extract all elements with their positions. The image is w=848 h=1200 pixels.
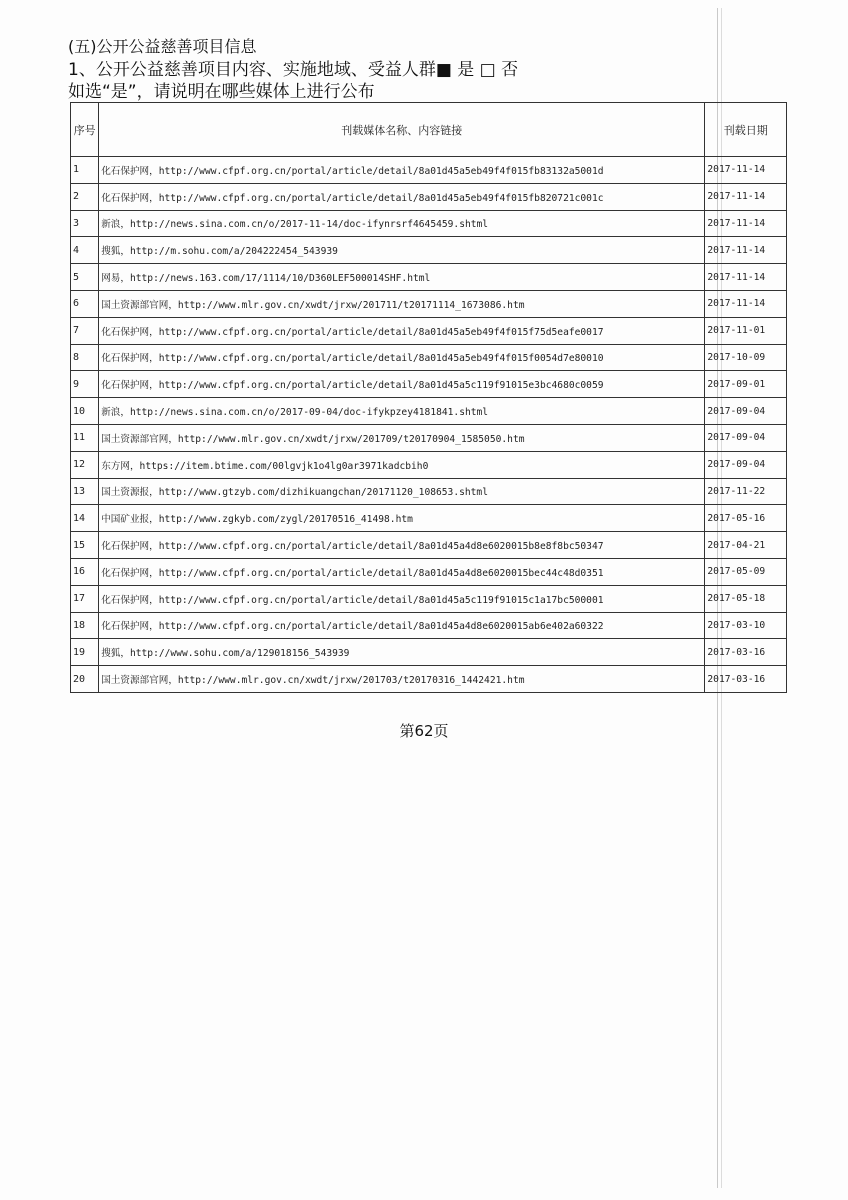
table-header-row xyxy=(71,103,787,157)
media-link-cell: 国土资源部官网，http://www.mlr.gov.cn/xwdt/jrxw/201711/t20171114_1673086.htm xyxy=(99,290,705,317)
publish-date: 2017-09-04 xyxy=(705,424,787,451)
row-number: 20 xyxy=(71,666,99,693)
media-link-cell: 化石保护网，http://www.cfpf.org.cn/portal/article/detail/8a01d45a5eb49f4f015f0054d7e80010 xyxy=(99,344,705,371)
disclosure-question: 1、公开公益慈善项目内容、实施地域、受益人群■ 是 □ 否 xyxy=(68,60,519,80)
publish-date: 2017-11-14 xyxy=(705,157,787,184)
row-number: 17 xyxy=(71,585,99,612)
row-number: 8 xyxy=(71,344,99,371)
table-row xyxy=(71,398,787,425)
media-link-cell: 东方网，https://item.btime.com/00lgvjk1o4lg0ar3971kadcbih0 xyxy=(99,451,705,478)
publish-date: 2017-09-01 xyxy=(705,371,787,398)
publish-date: 2017-03-16 xyxy=(705,666,787,693)
header-media: 刊载媒体名称、内容链接 xyxy=(99,103,705,157)
media-link-cell: 化石保护网，http://www.cfpf.org.cn/portal/article/detail/8a01d45a5c119f91015e3bc4680c0059 xyxy=(99,371,705,398)
media-link-cell: 化石保护网，http://www.cfpf.org.cn/portal/article/detail/8a01d45a4d8e6020015ab6e402a60322 xyxy=(99,612,705,639)
row-number: 16 xyxy=(71,558,99,585)
publish-date: 2017-11-14 xyxy=(705,210,787,237)
media-link-cell: 网易，http://news.163.com/17/1114/10/D360LEF500014SHF.html xyxy=(99,264,705,291)
table-row xyxy=(71,505,787,532)
table-row xyxy=(71,157,787,184)
media-link-cell: 化石保护网，http://www.cfpf.org.cn/portal/article/detail/8a01d45a4d8e6020015bec44c48d0351 xyxy=(99,558,705,585)
row-number: 18 xyxy=(71,612,99,639)
table-row xyxy=(71,639,787,666)
table-row xyxy=(71,210,787,237)
row-number: 3 xyxy=(71,210,99,237)
media-link-cell: 搜狐，http://m.sohu.com/a/204222454_543939 xyxy=(99,237,705,264)
table-row xyxy=(71,371,787,398)
media-link-cell: 新浪，http://news.sina.com.cn/o/2017-11-14/doc-ifynrsrf4645459.shtml xyxy=(99,210,705,237)
row-number: 5 xyxy=(71,264,99,291)
publish-date: 2017-10-09 xyxy=(705,344,787,371)
row-number: 4 xyxy=(71,237,99,264)
header-no: 序号 xyxy=(71,103,99,157)
row-number: 19 xyxy=(71,639,99,666)
media-link-cell: 搜狐，http://www.sohu.com/a/129018156_543939 xyxy=(99,639,705,666)
row-number: 2 xyxy=(71,183,99,210)
publish-date: 2017-11-14 xyxy=(705,183,787,210)
publish-date: 2017-11-22 xyxy=(705,478,787,505)
table-row xyxy=(71,344,787,371)
disclosure-instruction: 如选“是”，请说明在哪些媒体上进行公布 xyxy=(68,82,375,102)
media-link-cell: 化石保护网，http://www.cfpf.org.cn/portal/article/detail/8a01d45a5eb49f4f015fb83132a5001d xyxy=(99,157,705,184)
table-row xyxy=(71,237,787,264)
media-link-cell: 化石保护网，http://www.cfpf.org.cn/portal/article/detail/8a01d45a5eb49f4f015f75d5eafe0017 xyxy=(99,317,705,344)
media-link-cell: 新浪，http://news.sina.com.cn/o/2017-09-04/doc-ifykpzey4181841.shtml xyxy=(99,398,705,425)
table-row xyxy=(71,424,787,451)
table-row xyxy=(71,264,787,291)
table-row xyxy=(71,532,787,559)
publish-date: 2017-11-14 xyxy=(705,237,787,264)
media-link-cell: 化石保护网，http://www.cfpf.org.cn/portal/article/detail/8a01d45a4d8e6020015b8e8f8bc50347 xyxy=(99,532,705,559)
publish-date: 2017-11-01 xyxy=(705,317,787,344)
media-link-cell: 化石保护网，http://www.cfpf.org.cn/portal/article/detail/8a01d45a5eb49f4f015fb820721c001c xyxy=(99,183,705,210)
publish-date: 2017-03-16 xyxy=(705,639,787,666)
media-link-cell: 国土资源报，http://www.gtzyb.com/dizhikuangchan/20171120_108653.shtml xyxy=(99,478,705,505)
table-row xyxy=(71,612,787,639)
publish-date: 2017-03-10 xyxy=(705,612,787,639)
row-number: 10 xyxy=(71,398,99,425)
media-link-cell: 国土资源部官网，http://www.mlr.gov.cn/xwdt/jrxw/201709/t20170904_1585050.htm xyxy=(99,424,705,451)
publish-date: 2017-05-09 xyxy=(705,558,787,585)
publish-date: 2017-11-14 xyxy=(705,290,787,317)
row-number: 13 xyxy=(71,478,99,505)
publish-date: 2017-04-21 xyxy=(705,532,787,559)
row-number: 6 xyxy=(71,290,99,317)
header-date: 刊载日期 xyxy=(705,103,787,157)
media-link-cell: 中国矿业报，http://www.zgkyb.com/zygl/20170516_41498.htm xyxy=(99,505,705,532)
table-row xyxy=(71,558,787,585)
media-table xyxy=(70,102,787,693)
row-number: 1 xyxy=(71,157,99,184)
table-row xyxy=(71,317,787,344)
publish-date: 2017-09-04 xyxy=(705,398,787,425)
table-row xyxy=(71,290,787,317)
table-body xyxy=(71,157,787,693)
publish-date: 2017-05-16 xyxy=(705,505,787,532)
publish-date: 2017-05-18 xyxy=(705,585,787,612)
table-row xyxy=(71,478,787,505)
publish-date: 2017-11-14 xyxy=(705,264,787,291)
media-link-cell: 国土资源部官网，http://www.mlr.gov.cn/xwdt/jrxw/201703/t20170316_1442421.htm xyxy=(99,666,705,693)
publish-date: 2017-09-04 xyxy=(705,451,787,478)
table-row xyxy=(71,451,787,478)
row-number: 11 xyxy=(71,424,99,451)
row-number: 15 xyxy=(71,532,99,559)
table-row xyxy=(71,585,787,612)
row-number: 14 xyxy=(71,505,99,532)
table-row xyxy=(71,666,787,693)
row-number: 9 xyxy=(71,371,99,398)
row-number: 7 xyxy=(71,317,99,344)
page-number: 第62页 xyxy=(399,722,449,740)
table-row xyxy=(71,183,787,210)
media-link-cell: 化石保护网，http://www.cfpf.org.cn/portal/article/detail/8a01d45a5c119f91015c1a17bc500001 xyxy=(99,585,705,612)
section-title: (五)公开公益慈善项目信息 xyxy=(68,37,257,56)
row-number: 12 xyxy=(71,451,99,478)
